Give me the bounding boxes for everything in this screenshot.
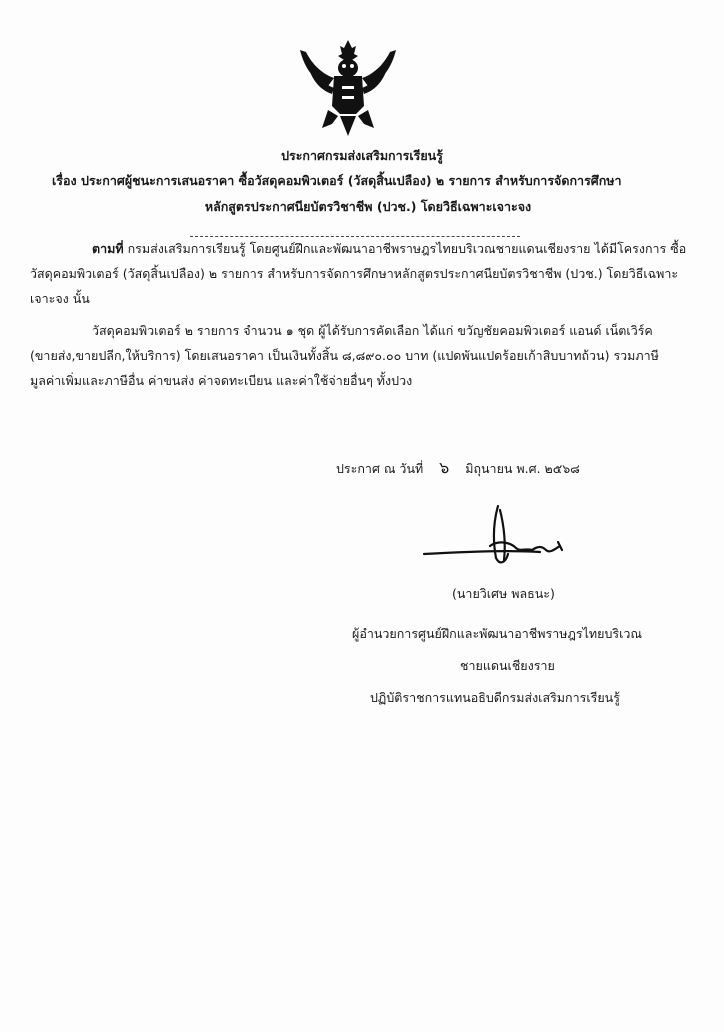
paragraph-2-text: วัสดุคอมพิวเตอร์ ๒ รายการ จำนวน ๑ ชุด ผู้ได้รับการคัดเลือก ได้แก่ ขวัญชัยคอมพิวเตอร์ แอนด์ เน็ตเวิร์ค (ขายส่ง,ขายปลีก,ให้บริการ) โดยเสนอราคา เป็นเงินทั้งสิ้น ๘,๘๙๐.๐๐ บาท (แปดพันแปดร้อยเก้าสิบบาทถ้วน) รวมภาษีมูลค่าเพิ่มและภาษีอื่น ค่าขนส่ง ค่าจดทะเบียน และค่าใช้จ่ายอื่นๆ ทั้งปวง [30,323,659,388]
announcement-date [336,456,580,481]
subject-line-1: เรื่อง ประกาศผู้ชนะการเสนอราคา ซื้อวัสดุคอมพิวเตอร์ (วัสดุสิ้นเปลือง) ๒ รายการ สำหรับการจัดการศึกษา [52,173,622,188]
signature-icon [420,496,580,576]
signatory-position-3: ปฏิบัติราชการแทนอธิบดีกรมส่งเสริมการเรียนรู้ [370,690,620,705]
signatory-name: (นายวิเศษ พลธนะ) [452,586,555,601]
announcement-suffix: มิถุนายน พ.ศ. ๒๕๖๘ [465,461,580,476]
document-subject [52,168,692,220]
garuda-emblem-icon [294,36,402,140]
handwritten-day: ๖ [439,458,450,477]
signatory-position-2: ชายแดนเชียงราย [460,658,555,673]
subject-line-2: หลักสูตรประกาศนียบัตรวิชาชีพ (ปวช.) โดยวิธีเฉพาะเจาะจง [204,199,532,214]
paragraph-1-text: กรมส่งเสริมการเรียนรู้ โดยศูนย์ฝึกและพัฒนาอาชีพราษฎรไทยบริเวณชายแดนเชียงราย ได้มีโครงการ ซื้อวัสดุคอมพิวเตอร์ (วัสดุสิ้นเปลือง) ๒ รายการ สำหรับการจัดการศึกษาหลักสูตรประกาศนียบัตรวิชาชีพ (ปวช.) โดยวิธีเฉพาะเจาะจง นั้น [30,241,687,306]
paragraph-1 [30,236,690,311]
signatory-position-1: ผู้อำนวยการศูนย์ฝึกและพัฒนาอาชีพราษฎรไทยบริเวณ [352,626,642,641]
paragraph-2 [30,318,690,393]
agency-title: ประกาศกรมส่งเสริมการเรียนรู้ [281,148,443,163]
announcement-prefix: ประกาศ ณ วันที่ [336,461,424,476]
paragraph-1-lead: ตามที่ [92,241,124,256]
